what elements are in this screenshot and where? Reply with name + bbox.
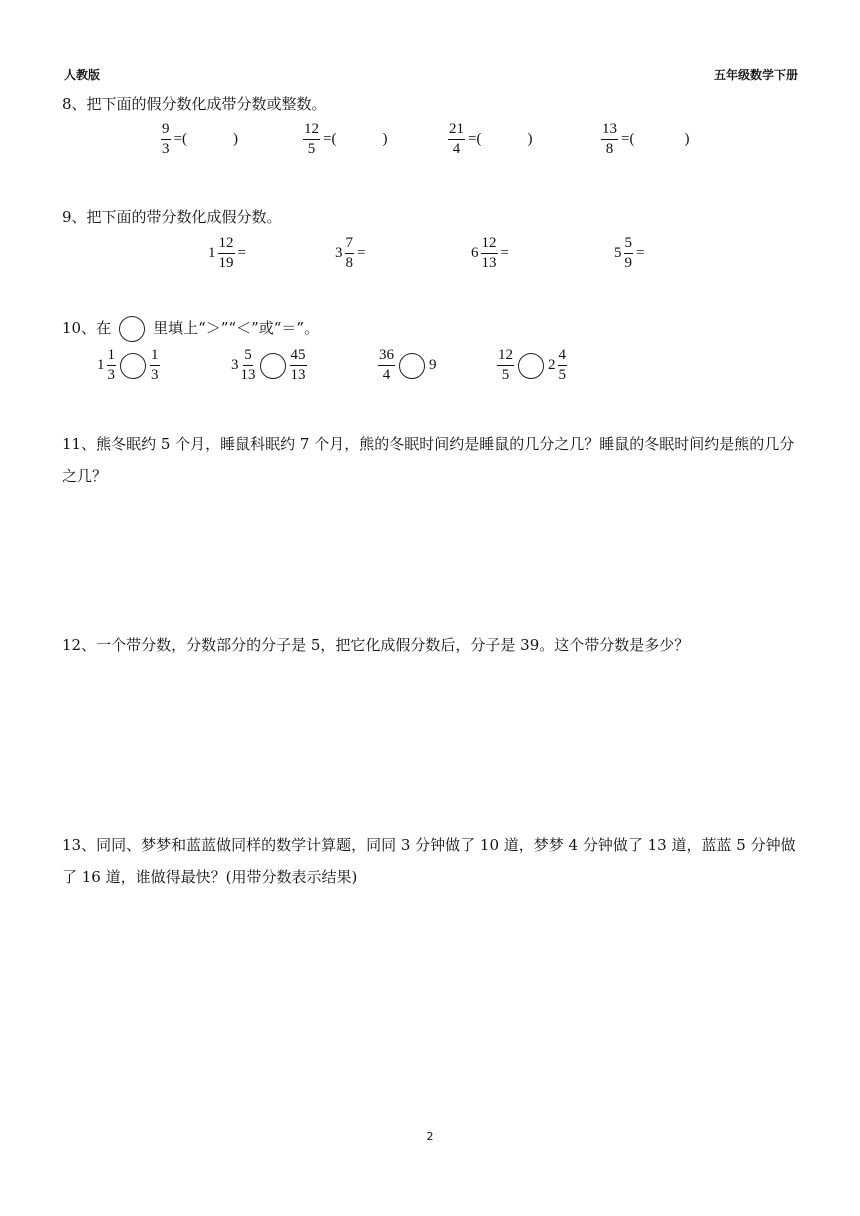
fraction: $\frac{12}{19}$ <box>218 235 234 271</box>
q9-item-3: 6 $\frac{12}{13}$ = <box>471 235 509 271</box>
header-right: 五年级数学下册 <box>713 68 798 82</box>
question-12-text: 12、一个带分数，分数部分的分子是 5，把它化成假分数后，分子是 39。这个带分数是多少？ <box>62 636 690 654</box>
q8-item-1: $\frac{9}{3}$ = ( ) <box>162 121 238 157</box>
compare-circle-icon[interactable] <box>399 353 425 379</box>
fraction: $\frac{12}{5}$ <box>498 347 513 383</box>
fraction: $\frac{4}{5}$ <box>558 347 566 383</box>
fraction: $\frac{13}{8}$ <box>602 121 617 157</box>
fraction: $\frac{5}{9}$ <box>624 235 632 271</box>
header-left: 人教版 <box>64 68 101 82</box>
fraction: $\frac{36}{4}$ <box>379 347 394 383</box>
fraction: $\frac{1}{3}$ <box>107 347 115 383</box>
compare-circle-icon[interactable] <box>120 353 146 379</box>
q10-item-1: 1 $\frac{1}{3}$ $\frac{1}{3}$ <box>97 347 159 383</box>
compare-circle-icon[interactable] <box>518 353 544 379</box>
answer-circle-icon <box>119 316 145 342</box>
fraction: $\frac{9}{3}$ <box>162 121 170 157</box>
question-13-text: 13、同同、梦梦和蓝蓝做同样的数学计算题，同同 3 分钟做了 10 道，梦梦 4 分钟做了 13 道，蓝蓝 5 分钟做了 16 道，谁做得最快？(用带分数表示结果) <box>62 836 796 886</box>
question-10-text: 10、在 里填上“＞”“＜”或“＝”。 <box>62 312 802 344</box>
q8-item-2: $\frac{12}{5}$ = ( ) <box>304 121 388 157</box>
fraction: $\frac{1}{3}$ <box>151 347 159 383</box>
question-11-text: 11、熊冬眠约 5 个月，睡鼠科眠约 7 个月，熊的冬眠时间约是睡鼠的几分之几？睡鼠的冬眠时间约是熊的几分之几？ <box>62 435 795 485</box>
q10-item-4: $\frac{12}{5}$ 2 $\frac{4}{5}$ <box>498 347 566 383</box>
page-number: 2 <box>426 1130 434 1143</box>
fraction: $\frac{12}{13}$ <box>481 235 497 271</box>
q8-item-3: $\frac{21}{4}$ = ( ) <box>449 121 533 157</box>
question-9-text: 9、把下面的带分数化成假分数。 <box>62 208 282 226</box>
fraction: $\frac{7}{8}$ <box>345 235 353 271</box>
question-8-items <box>0 120 860 180</box>
q8-item-4: $\frac{13}{8}$ = ( ) <box>602 121 690 157</box>
q9-item-4: 5 $\frac{5}{9}$ = <box>614 235 645 271</box>
fraction: $\frac{21}{4}$ <box>449 121 464 157</box>
fraction: $\frac{45}{13}$ <box>290 347 306 383</box>
question-9-items <box>0 234 860 294</box>
q9-item-2: 3 $\frac{7}{8}$ = <box>335 235 366 271</box>
q9-item-1: 1 $\frac{12}{19}$ = <box>208 235 246 271</box>
question-10-items <box>0 346 860 406</box>
fraction: $\frac{5}{13}$ <box>240 347 256 383</box>
question-8-text: 8、把下面的假分数化成带分数或整数。 <box>62 95 327 113</box>
fraction: $\frac{12}{5}$ <box>304 121 319 157</box>
q10-item-3: $\frac{36}{4}$ 9 <box>379 347 437 383</box>
compare-circle-icon[interactable] <box>260 353 286 379</box>
q10-item-2: 3 $\frac{5}{13}$ $\frac{45}{13}$ <box>231 347 306 383</box>
